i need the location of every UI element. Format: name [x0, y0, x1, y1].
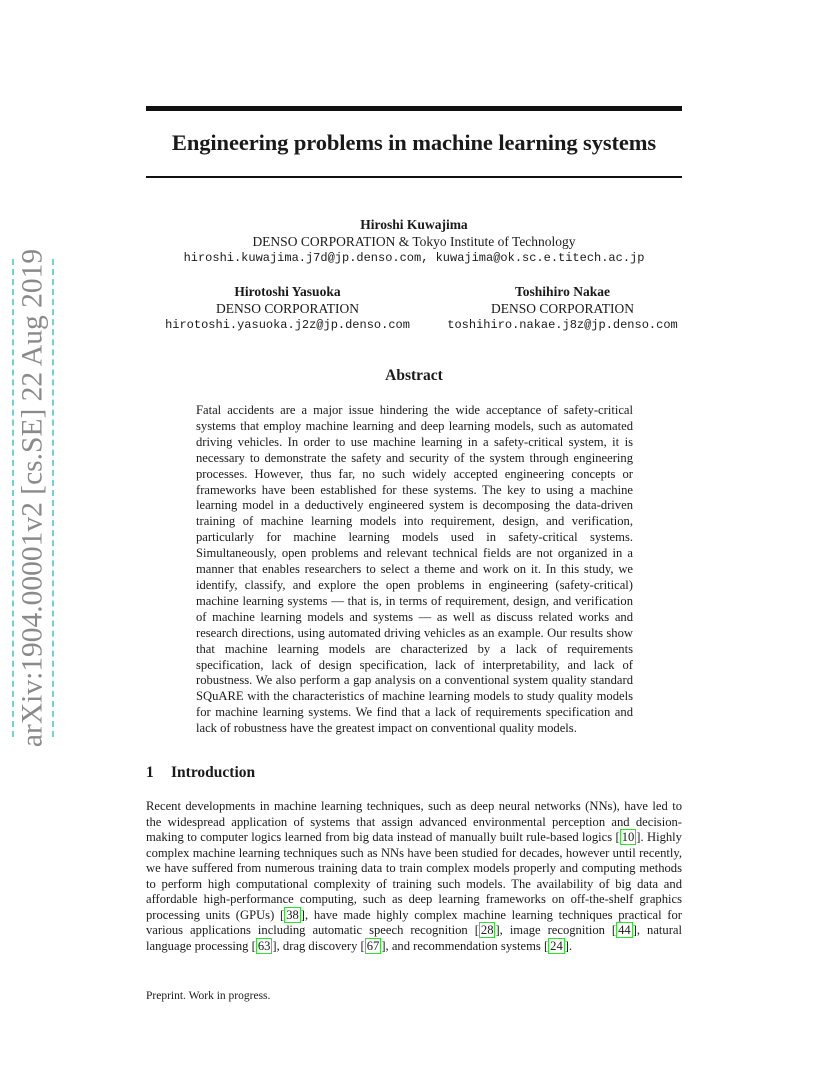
author-email: hirotoshi.yasuoka.j2z@jp.denso.com — [165, 318, 410, 332]
arxiv-stamp[interactable]: arXiv:1904.00001v2 [cs.SE] 22 Aug 2019 — [16, 248, 49, 748]
citation-link[interactable]: 38 — [286, 907, 299, 922]
intro-text: ], drag discovery [ — [272, 938, 365, 953]
author-affiliation: DENSO CORPORATION — [216, 301, 359, 316]
intro-text: ]. — [564, 938, 573, 953]
title-bottom-rule — [146, 176, 682, 178]
intro-text: ], image recognition [ — [495, 923, 617, 937]
title-top-rule — [146, 106, 682, 111]
section-number: 1 — [146, 764, 154, 781]
intro-text: ], have made highly complex machine learning techniques practical for various applications including automatic speech recognition [ — [146, 907, 682, 937]
author-block — [146, 216, 682, 267]
citation-link[interactable]: 10 — [621, 830, 635, 844]
footnote: Preprint. Work in progress. — [146, 990, 271, 1002]
abstract-heading: Abstract — [385, 367, 443, 384]
section-heading — [146, 764, 682, 782]
citation-link[interactable]: 44 — [618, 923, 631, 937]
author-block — [415, 283, 710, 334]
author-block — [150, 283, 425, 334]
citation-link[interactable]: 67 — [366, 938, 380, 953]
author-email: toshihiro.nakae.j8z@jp.denso.com — [447, 318, 678, 332]
section-title: Introduction — [171, 764, 256, 781]
citation-link[interactable]: 28 — [480, 923, 494, 937]
abstract-text: Fatal accidents are a major issue hindering the wide acceptance of safety-critical systems that employ machine learning and deep learning models, such as automated driving vehicles. In order to use machine learning in a safety-critical system, it is necessary to demonstrate the safety and security of the system through engineering processes. However, thus far, no such widely accepted engineering concepts or frameworks have been established for these systems. The key to using a machine learning model in a deductively engineered system is decomposing the data-driven training of machine learning models into requirement, design, and verification, particularly for machine learning models used in safety-critical systems. Simultaneously, open problems and relevant technical fields are not organized in a manner that enables researchers to select a theme and work on it. In this study, we identify, classify, and explore the open problems in engineering (safety-critical) machine learning systems — that is, in terms of requirement, design, and verification of machine learning models and systems — as well as discuss related works and research directions, using automated driving vehicles as an example. Our results show that machine learning models are characterized by a lack of requirements specification, lack of design specification, lack of interpretability, and lack of robustness. We also perform a gap analysis on a conventional system quality standard SQuARE with the characteristics of machine learning models to study quality models for machine learning systems. We find that a lack of requirements specification and lack of robustness have the greatest impact on conventional quality models. — [196, 403, 633, 736]
intro-text: ]. Highly complex machine learning techniques such as NNs have been studied for decades, however until recently, we have suffered from numerous training data to train complex models properly and computing methods to perform high computational complexity of training such models. The availability of big data and affordable high-performance computing, such as deep learning frameworks on off-the-shelf graphics processing units (GPUs) [ — [146, 830, 682, 922]
author-name: Toshihiro Nakae — [515, 284, 610, 299]
paper-title: Engineering problems in machine learning systems — [171, 130, 657, 155]
intro-text: Recent developments in machine learning techniques, such as deep neural networks (NNs), have led to the widespread application of systems that assign advanced environmental perception and decision-making to computer logics learned from big data instead of manually built rule-based logics [ — [146, 799, 682, 844]
author-email: hiroshi.kuwajima.j7d@jp.denso.com, kuwajima@ok.sc.e.titech.ac.jp — [183, 251, 645, 265]
intro-paragraph — [146, 799, 682, 954]
intro-text: ], natural language processing [ — [146, 923, 682, 953]
citation-link[interactable]: 24 — [550, 938, 563, 953]
author-affiliation: DENSO CORPORATION & Tokyo Institute of Technology — [252, 234, 576, 249]
citation-link[interactable]: 63 — [257, 938, 271, 953]
intro-text: ], and recommendation systems [ — [381, 938, 549, 953]
author-affiliation: DENSO CORPORATION — [491, 301, 634, 316]
author-name: Hiroshi Kuwajima — [360, 217, 468, 232]
author-name: Hirotoshi Yasuoka — [234, 284, 341, 299]
